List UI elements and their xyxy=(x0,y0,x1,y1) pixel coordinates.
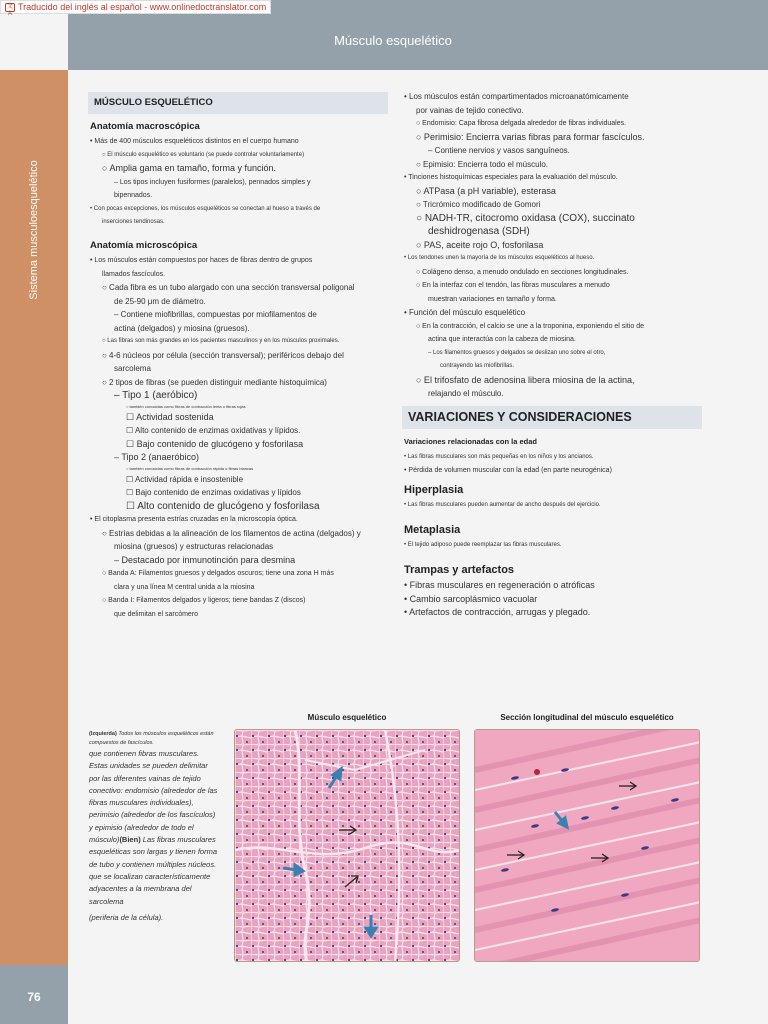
caption-line: perimisio (alrededor de los fascículos) xyxy=(89,810,216,820)
text-line: contrayendo las miofibrillas. xyxy=(440,363,515,369)
text-line: • Más de 400 músculos esqueléticos distintos en el cuerpo humano xyxy=(90,138,299,145)
text-line: ○ Banda A: Filamentos gruesos y delgados oscuros; tiene una zona H más xyxy=(102,570,334,577)
text-line: • Pérdida de volumen muscular con la edad (en parte neurogénica) xyxy=(404,467,612,474)
text-line: ○ también conocidas como fibras de contracción lenta o fibras rojas xyxy=(126,403,246,409)
page-number: 76 xyxy=(27,990,41,1004)
text-line: • Tinciones histoquímicas especiales para la evaluación del músculo. xyxy=(404,174,618,181)
micrograph-cross-section xyxy=(234,729,460,962)
translate-icon: 文A xyxy=(6,3,13,17)
text-line: por vainas de tejido conectivo. xyxy=(416,105,524,115)
text-line: ○ Perimisio: Encierra varias fibras para formar fascículos. xyxy=(416,131,645,142)
text-line: clara y una línea M central unida a la miosina xyxy=(114,583,255,591)
figure-right-title: Sección longitudinal del músculo esquelético xyxy=(500,713,674,722)
text-line: – Los tipos incluyen fusiformes (paralelos), pennados simples y xyxy=(114,178,311,186)
micrograph-longitudinal xyxy=(474,729,700,962)
caption-line: conectivo: endomisio (alrededor de las xyxy=(89,785,218,795)
caption-line: sarcolema xyxy=(89,896,124,906)
text-line: deshidrogenasa (SDH) xyxy=(428,226,530,237)
caption-bien: (Bien) xyxy=(119,835,141,845)
text-line: ○ Colágeno denso, a menudo ondulado en secciones longitudinales. xyxy=(416,268,629,276)
text-line: ○ PAS, aceite rojo O, fosforilasa xyxy=(416,239,544,250)
text-line: muestran variaciones en tamaño y forma. xyxy=(428,295,557,303)
chapter-label: Sistema musculoesquelético xyxy=(28,160,40,300)
caption-line: (periferia de la célula). xyxy=(89,912,164,922)
caption-lead: Todos los músculos esqueléticos están compuestos de fascículos. xyxy=(89,731,214,746)
left-column xyxy=(88,92,388,621)
caption-line: músculo) xyxy=(89,835,120,845)
text-line: de 25-90 μm de diámetro. xyxy=(114,296,206,306)
chapter-sidebar xyxy=(0,70,68,965)
text-line: relajando el músculo. xyxy=(428,389,504,398)
text-line: • Artefactos de contracción, arrugas y plegado. xyxy=(404,607,591,617)
variations-title: VARIACIONES Y CONSIDERACIONES xyxy=(402,406,702,430)
text-line: que delimitan el sarcómero xyxy=(114,610,199,618)
figure-left-title: Músculo esquelético xyxy=(307,713,387,722)
text-line: – Tipo 1 (aeróbico) xyxy=(114,390,198,401)
text-line: • Función del músculo esquelético xyxy=(404,308,526,317)
text-line: ○ Banda I: Filamentos delgados y ligeros; tiene bandas Z (discos) xyxy=(102,597,306,604)
figure-caption xyxy=(89,730,231,924)
text-line: actina (delgados) y miosina (gruesos). xyxy=(114,323,250,333)
text-line: ○ Estrías debidas a la alineación de los filamentos de actina (delgados) y xyxy=(102,528,361,538)
caption-line: adyacentes a la membrana del xyxy=(89,884,192,894)
metaplasia-heading: Metaplasia xyxy=(404,523,461,536)
text-line: ○ 2 tipos de fibras (se pueden distinguir mediante histoquímica) xyxy=(102,377,327,387)
text-line: – Los filamentos gruesos y delgados se deslizan uno sobre el otro, xyxy=(428,349,606,356)
text-line: • Los músculos están compuestos por haces de fibras dentro de grupos xyxy=(90,257,313,264)
text-line: • Cambio sarcoplásmico vacuolar xyxy=(404,593,538,604)
text-line: ○ En la interfaz con el tendón, las fibras musculares a menudo xyxy=(416,282,610,289)
caption-line: Estas unidades se pueden delimitar xyxy=(89,761,208,771)
text-line: llamados fascículos. xyxy=(102,270,166,278)
text-line: ☐ Actividad sostenida xyxy=(126,411,214,422)
text-line: ☐ Actividad rápida e insostenible xyxy=(126,474,244,484)
text-line: ○ también conocidas como fibras de contracción rápida o fibras blancas xyxy=(126,465,254,471)
text-line: ☐ Alto contenido de glucógeno y fosforilasa xyxy=(126,500,320,512)
text-line: ○ En la contracción, el calcio se une a la troponina, exponiendo el sitio de xyxy=(416,322,644,330)
text-line: • Los músculos están compartimentados microanatómicamente xyxy=(404,92,629,101)
text-line: sarcolema xyxy=(114,364,151,373)
caption-line: y epimisio (alrededor de todo el xyxy=(89,822,194,832)
text-line: ○ Cada fibra es un tubo alargado con una sección transversal poligonal xyxy=(102,283,355,292)
text-line: ○ El trifosfato de adenosina libera miosina de la actina, xyxy=(416,374,635,385)
hyperplasia-heading: Hiperplasia xyxy=(404,483,464,496)
age-heading: Variaciones relacionadas con la edad xyxy=(404,437,537,446)
text-line: – Contiene nervios y vasos sanguíneos. xyxy=(428,146,570,155)
text-line: • El tejido adiposo puede reemplazar las fibras musculares. xyxy=(404,542,562,548)
caption-lead-bold: (Izquierda) xyxy=(89,731,117,737)
translator-banner-text[interactable]: Traducido del inglés al español - www.onlinedoctranslator.com xyxy=(18,2,267,12)
macro-heading: Anatomía macroscópica xyxy=(90,120,200,132)
text-line: • Las fibras musculares pueden aumentar de ancho después del ejercicio. xyxy=(404,502,601,508)
text-line: ○ 4-6 núcleos por célula (sección transversal); periféricos debajo del xyxy=(102,350,344,360)
text-line: inserciones tendinosas. xyxy=(102,219,165,225)
text-line: actina que interactúa con la cabeza de miosina. xyxy=(428,336,576,343)
text-line: • Los tendones unen la mayoría de los músculos esqueléticos al hueso. xyxy=(404,255,595,261)
caption-line: que se localizan característicamente xyxy=(89,871,211,881)
caption-line: fibras musculares individuales), xyxy=(89,798,194,808)
micro-heading: Anatomía microscópica xyxy=(90,239,198,251)
text-line: ○ Endomisio: Capa fibrosa delgada alrededor de fibras individuales. xyxy=(416,120,627,127)
text-line: – Tipo 2 (anaeróbico) xyxy=(114,452,200,462)
text-line: – Destacado por inmunotinción para desmina xyxy=(114,554,296,565)
caption-line: Las fibras musculares xyxy=(140,835,216,845)
text-line: ○ El músculo esquelético es voluntario (se puede controlar voluntariamente) xyxy=(102,151,305,158)
page-title: Músculo esquelético xyxy=(334,33,452,48)
text-line: • El citoplasma presenta estrías cruzadas en la microscopía óptica. xyxy=(90,516,298,523)
caption-line: esqueléticas son largas y tienen forma xyxy=(89,847,217,857)
text-line: ○ ATPasa (a pH variable), esterasa xyxy=(416,185,556,196)
translator-banner[interactable] xyxy=(0,0,271,17)
right-column xyxy=(402,90,702,620)
text-line: ○ Tricrómico modificado de Gomori xyxy=(416,200,541,209)
caption-line: de tubo y contienen múltiples núcleos. xyxy=(89,859,217,869)
text-line: ○ NADH-TR, citocromo oxidasa (COX), succinato xyxy=(416,212,635,224)
text-line: ○ Epimisio: Encierra todo el músculo. xyxy=(416,159,548,169)
caption-line: que contienen fibras musculares. xyxy=(89,749,200,758)
text-line: – Contiene miofibrillas, compuestas por miofilamentos de xyxy=(114,310,317,319)
text-line: • Las fibras musculares son más pequeñas en los niños y los ancianos. xyxy=(404,453,594,460)
text-line: ○ Las fibras son más grandes en los pacientes masculinos y en los músculos proximales. xyxy=(102,338,340,344)
text-line: ○ Amplia gama en tamaño, forma y función. xyxy=(102,163,277,173)
text-line: ☐ Bajo contenido de glucógeno y fosforilasa xyxy=(126,438,304,449)
text-line: ☐ Alto contenido de enzimas oxidativas y lípidos. xyxy=(126,426,301,435)
caption-line: por las diferentes vainas de tejido xyxy=(89,773,201,783)
section-title: MÚSCULO ESQUELÉTICO xyxy=(88,92,388,114)
pitfalls-heading: Trampas y artefactos xyxy=(404,563,515,576)
text-line: miosina (gruesos) y estructuras relacionadas xyxy=(114,542,274,551)
text-line: ☐ Bajo contenido de enzimas oxidativas y lípidos xyxy=(126,488,301,497)
text-line: bipennados. xyxy=(114,192,153,199)
text-line: • Con pocas excepciones, los músculos esqueléticos se conectan al hueso a través de xyxy=(90,205,321,212)
text-line: • Fibras musculares en regeneración o atróficas xyxy=(404,580,595,590)
